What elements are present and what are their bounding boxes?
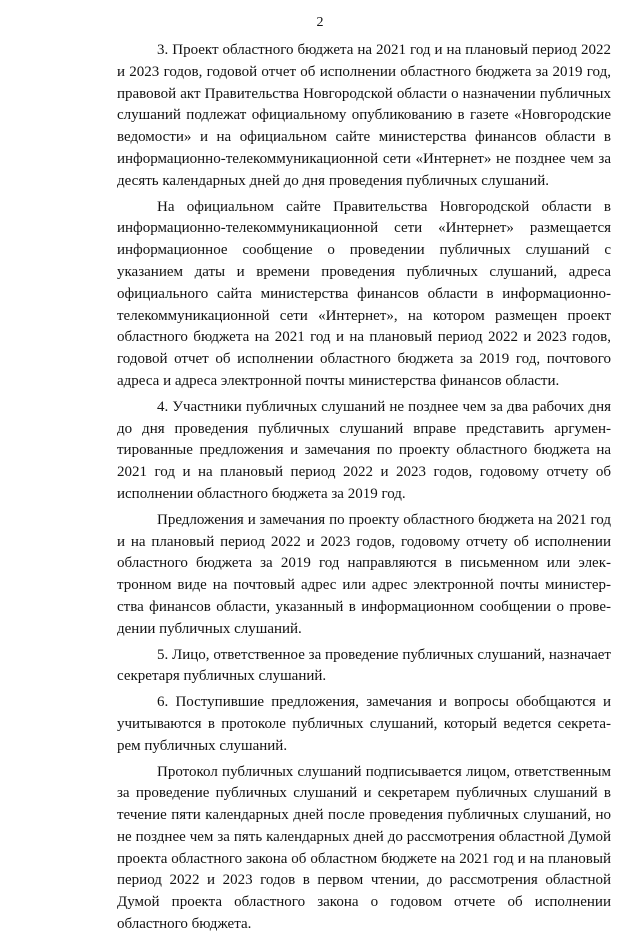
document-body bbox=[117, 40, 611, 940]
paragraph-clause-3: 3. Проект областного бюджета на 2021 год и на плановый период 2022 и 2023 годов, годовой отчет об исполнении областного бюджета за 2019 год, правовой акт Правительства Новгородской области о назначении публичных слушаний подлежат официальному опубликованию в газете «Новгородские ведомости» и на официальном сайте министерства финансов области в информационно-телекоммуникационной сети «Интернет» не позднее чем за десять календарных дней до дня проведения публичных слушаний. bbox=[117, 42, 611, 189]
paragraph-clause-4: 4. Участники публичных слушаний не позднее чем за два рабочих дня до дня проведения публичных слушаний вправе представить аргументированные предложения и замечания по проекту областного бюджета на 2021 год и на плановый период 2022 и 2023 годов, годовому отчету об исполнении областного бюджета за 2019 год. bbox=[117, 398, 611, 502]
paragraph-government-site: На официальном сайте Правительства Новгородской области в информационно-телекоммуникационной сети «Интернет» размещается информационное сообщение о проведении публичных слушаний с указанием даты и времени проведения публичных слушаний, адреса официального сайта министерства финансов области в информационно-телекоммуникационной сети «Интернет», на котором размещен проект областного бюджета на 2021 год и на плановый период 2022 и 2023 годов, годовой отчет об исполнении областного бюджета за 2019 год, почтового адреса и адреса электронной почты министерства финансов области. bbox=[117, 198, 611, 389]
paragraph-clause-5: 5. Лицо, ответственное за проведение публичных слушаний, назначает секретаря публичных слушаний. bbox=[117, 646, 611, 685]
page-number: 2 bbox=[316, 15, 324, 30]
paragraph-proposals: Предложения и замечания по проекту областного бюджета на 2021 год и на плановый период 2022 и 2023 годов, годовому отчету об исполнении областного бюджета за 2019 год направляются в письменном или электронном виде на почтовый адрес или адрес электронной почты министерства финансов области, указанный в информационном сообщении о проведении публичных слушаний. bbox=[117, 511, 611, 637]
paragraph-protocol: Протокол публичных слушаний подписывается лицом, ответственным за проведение публичных слушаний и секретарем публичных слушаний в течение пяти календарных дней после проведения публичных слушаний, но не позднее чем за пять календарных дней до рассмотрения областной Думой проекта областного закона об областном бюджете на 2021 год и на плановый период 2022 и 2023 годов в первом чтении, до рассмотрения областной Думой проекта областного закона о годовом отчете об исполнении областного бюджета. bbox=[117, 763, 611, 933]
paragraph-clause-6: 6. Поступившие предложения, замечания и вопросы обобщаются и учитываются в протоколе публичных слушаний, который ведется секретарем публичных слушаний. bbox=[117, 694, 611, 754]
